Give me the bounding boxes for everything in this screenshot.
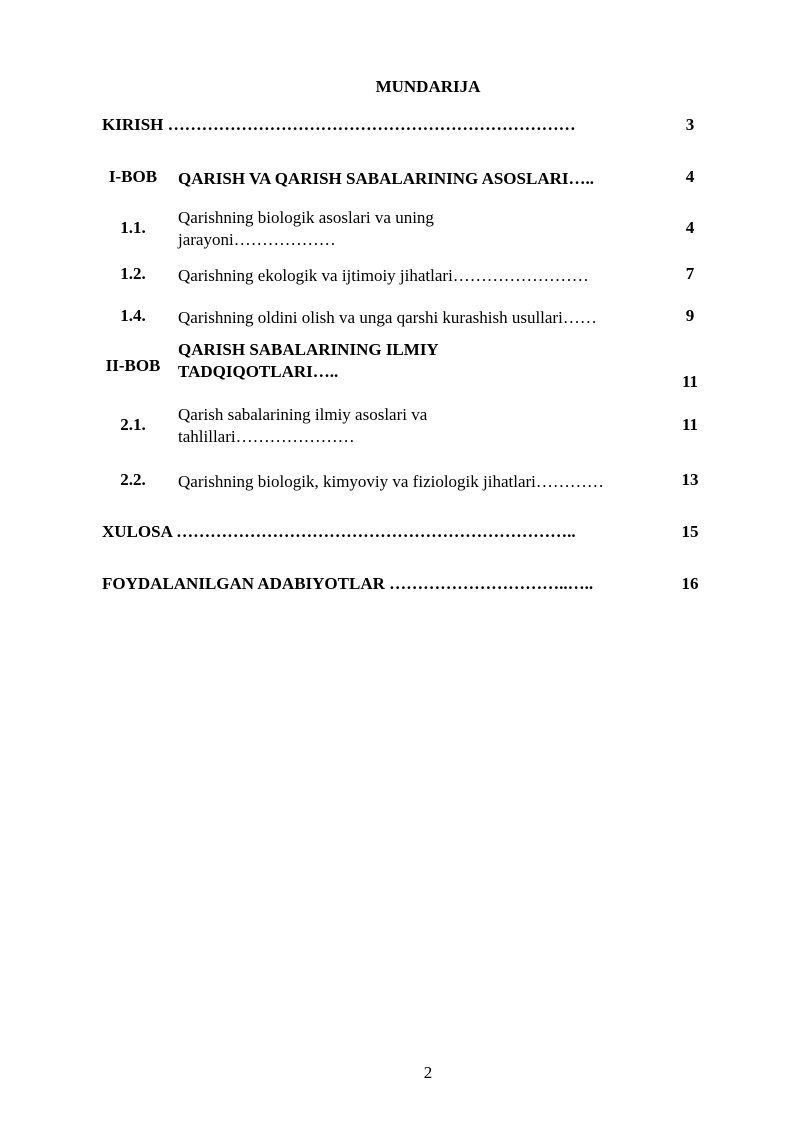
- toc-page: 3: [685, 115, 695, 134]
- toc-label-line-2: jarayoni………………: [178, 230, 336, 249]
- toc-label: XULOSA ……………………………………………………………..: [102, 522, 576, 541]
- toc-page: 13: [681, 470, 699, 489]
- toc-page: 9: [685, 306, 695, 325]
- toc-label: QARISH VA QARISH SABALARINING ASOSLARI…..: [178, 169, 594, 188]
- toc-number: I-BOB: [108, 167, 158, 186]
- toc-label-line-2: tahlillari…………………: [178, 427, 355, 446]
- page-number: 2: [423, 1063, 433, 1082]
- toc-row-section-2-2[interactable]: [0, 470, 800, 494]
- toc-number: II-BOB: [105, 356, 161, 375]
- toc-row-adabiyotlar[interactable]: [0, 574, 800, 598]
- toc-number: 1.4.: [120, 306, 146, 325]
- toc-number: 1.1.: [120, 218, 146, 237]
- toc-row-kirish[interactable]: [0, 115, 800, 139]
- toc-label-line-1: Qarish sabalarining ilmiy asoslari va: [178, 405, 428, 424]
- toc-number: 2.1.: [120, 415, 146, 434]
- toc-label-line-1: Qarishning biologik asoslari va uning: [178, 208, 434, 227]
- toc-row-section-1-4[interactable]: [0, 306, 800, 330]
- toc-label-line-2: TADQIQOTLARI…..: [178, 362, 339, 381]
- page-title: MUNDARIJA: [375, 77, 481, 96]
- toc-row-chapter-2[interactable]: [0, 338, 800, 398]
- toc-page: 4: [685, 167, 695, 186]
- toc-page: 11: [681, 372, 699, 391]
- toc-row-chapter-1[interactable]: [0, 167, 800, 191]
- toc-label-line-1: QARISH SABALARINING ILMIY: [178, 340, 439, 359]
- toc-label: Qarishning biologik, kimyoviy va fiziologik jihatlari…………: [178, 472, 604, 491]
- toc-row-xulosa[interactable]: [0, 522, 800, 546]
- toc-label: Qarishning ekologik va ijtimoiy jihatlari……………………: [178, 266, 589, 285]
- toc-row-section-1-1[interactable]: [0, 206, 800, 254]
- toc-page: 4: [685, 218, 695, 237]
- toc-row-section-2-1[interactable]: [0, 403, 800, 451]
- toc-page: 11: [681, 415, 699, 434]
- toc-page: 16: [681, 574, 699, 593]
- toc-page: 15: [681, 522, 699, 541]
- toc-label: KIRISH ………………………………………………………………: [102, 115, 576, 134]
- toc-number: 1.2.: [120, 264, 146, 283]
- toc-row-section-1-2[interactable]: [0, 264, 800, 288]
- toc-label: Qarishning oldini olish va unga qarshi kurashish usullari……: [178, 308, 597, 327]
- toc-page: 7: [685, 264, 695, 283]
- toc-label: FOYDALANILGAN ADABIYOTLAR …………………………..…..: [102, 574, 594, 593]
- toc-number: 2.2.: [120, 470, 146, 489]
